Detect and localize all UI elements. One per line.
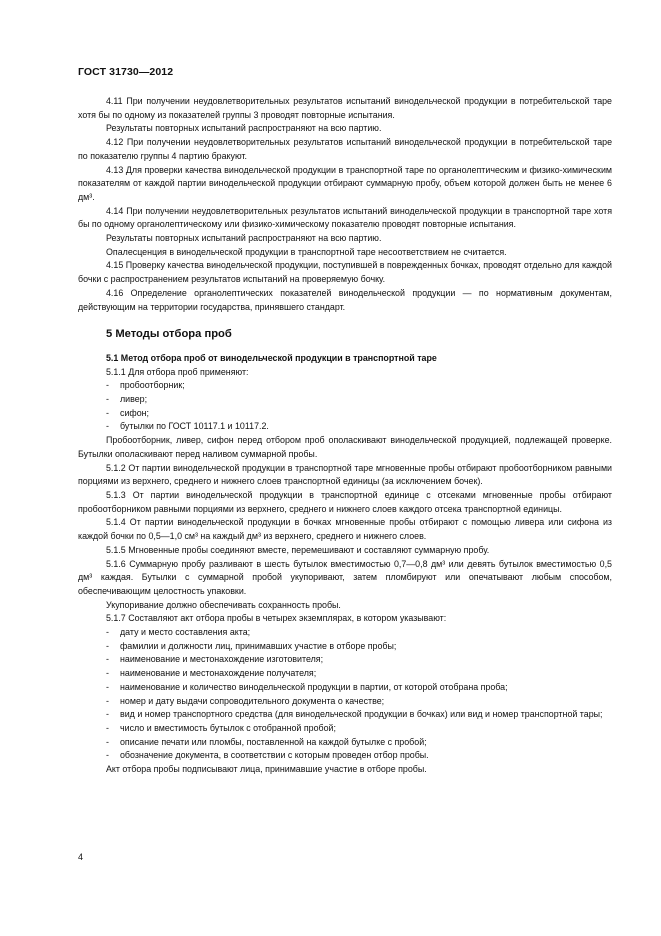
- list-item-text: бутылки по ГОСТ 10117.1 и 10117.2.: [120, 421, 269, 432]
- list-item-text: обозначение документа, в соответствии с которым проведен отбор пробы.: [120, 750, 429, 761]
- paragraph-4-11: 4.11 При получении неудовлетворительных результатов испытаний винодельческой продукции в потребительской таре хотя бы по одному из показателей группы 3 проводят повторные испытания.: [78, 96, 612, 120]
- document-body: [78, 95, 612, 777]
- list-item: - обозначение документа, в соответствии с которым проведен отбор пробы.: [106, 750, 429, 761]
- list-item-text: наименование и местонахождение изготовителя;: [120, 654, 324, 665]
- list-item-text: сифон;: [120, 407, 149, 418]
- subsection-5-1-title: 5.1 Метод отбора проб от винодельческой продукции в транспортной таре: [106, 352, 437, 363]
- paragraph-5-1-6: 5.1.6 Суммарную пробу разливают в шесть бутылок вместимостью 0,7—0,8 дм³ или девять бутылок вместимостью 0,5 дм³ каждая. Бутылки с суммарной пробой укупоривают, затем пломбируют или опечатывают любым способом, обеспечивающим целостность упаковки.: [78, 558, 612, 596]
- paragraph-4-14-note: Результаты повторных испытаний распространяют на всю партию.: [106, 233, 382, 244]
- list-item-text: фамилии и должности лиц, принимавших участие в отборе пробы;: [120, 640, 397, 651]
- section-5-title: 5 Методы отбора проб: [106, 328, 232, 341]
- paragraph-4-13: 4.13 Для проверки качества винодельческой продукции в транспортной таре по органолептическим и физико-химическим показателям от каждой партии винодельческой продукции отбирают суммарную пробу, объем которой должен быть не менее 6 дм³.: [78, 164, 612, 202]
- list-item: - фамилии и должности лиц, принимавших участие в отборе пробы;: [106, 640, 397, 651]
- paragraph-5-1-4: 5.1.4 От партии винодельческой продукции в бочках мгновенные пробы отбирают с помощью ливера или сифона из каждой бочки по 0,5—1,0 см³ на каждый дм³ из верхнего, среднего и нижнего слоев.: [78, 517, 612, 542]
- paragraph-4-15: 4.15 Проверку качества винодельческой продукции, поступившей в поврежденных бочках, проводят отдельно для каждой бочки с распространением результатов испытаний на проверяемую бочку.: [78, 260, 612, 285]
- document-header: ГОСТ 31730—2012: [78, 66, 174, 78]
- list-item: - номер и дату выдачи сопроводительного документа о качестве;: [106, 695, 385, 706]
- list-item: - дату и место составления акта;: [106, 627, 251, 638]
- list-item-text: наименование и местонахождение получателя;: [120, 668, 317, 679]
- paragraph-4-11-note: Результаты повторных испытаний распространяют на всю партию.: [106, 123, 382, 134]
- paragraph-5-1-2: 5.1.2 От партии винодельческой продукции в транспортной таре мгновенные пробы отбирают пробоотборником равными порциями из верхнего, среднего и нижнего слоев транспортной единицы (за исключением бочек).: [78, 462, 612, 487]
- paragraph-seal: Укупоривание должно обеспечивать сохранность пробы.: [106, 599, 341, 610]
- list-item-text: описание печати или пломбы, поставленной на каждой бутылке с пробой;: [120, 736, 427, 747]
- list-item: - бутылки по ГОСТ 10117.1 и 10117.2.: [106, 421, 269, 432]
- paragraph-signature: Акт отбора пробы подписывают лица, принимавшие участие в отборе пробы.: [106, 764, 427, 775]
- paragraph-rinse: Пробоотборник, ливер, сифон перед отбором проб ополаскивают винодельческой продукцией, подлежащей проверке. Бутылки ополаскивают перед наливом суммарной пробы.: [78, 435, 612, 459]
- list-item: - ливер;: [106, 394, 148, 405]
- list-item: - описание печати или пломбы, поставленной на каждой бутылке с пробой;: [106, 736, 427, 747]
- list-item-text: номер и дату выдачи сопроводительного документа о качестве;: [120, 695, 385, 706]
- paragraph-4-14-opalescence: Опалесценция в винодельческой продукции в транспортной таре несоответствием не считается.: [106, 246, 507, 257]
- list-item-text: наименование и количество винодельческой продукции в партии, от которой отобрана проба;: [120, 681, 508, 692]
- paragraph-5-1-1: 5.1.1 Для отбора проб применяют:: [106, 366, 249, 377]
- list-item: - пробоотборник;: [106, 380, 185, 391]
- list-item: - сифон;: [106, 407, 149, 418]
- paragraph-5-1-3: 5.1.3 От партии винодельческой продукции в транспортной единице с отсеками мгновенные пробы отбирают пробоотборником равными порциями из верхнего, среднего и нижнего слоев каждого отсека транспортной единицы.: [78, 489, 612, 514]
- list-item-text: вид и номер транспортного средства (для винодельческой продукции в бочках) или вид и номер транспортной тары;: [120, 709, 603, 720]
- paragraph-4-16: 4.16 Определение органолептических показателей винодельческой продукции — по нормативным документам, действующим на территории государства, принявшего стандарт.: [78, 287, 612, 312]
- list-item: - число и вместимость бутылок с отобранной пробой;: [106, 722, 336, 733]
- list-item-text: пробоотборник;: [120, 380, 185, 391]
- list-item-wrapped: - вид и номер транспортного средства (для винодельческой продукции в бочках) или вид и номер транспортной тары;: [106, 709, 603, 720]
- page-number: 4: [78, 852, 84, 862]
- paragraph-4-12: 4.12 При получении неудовлетворительных результатов испытаний винодельческой продукции в потребительской таре по показателю группы 4 партию бракуют.: [78, 137, 612, 161]
- list-item: - наименование и местонахождение изготовителя;: [106, 654, 324, 665]
- list-item: - наименование и количество винодельческой продукции в партии, от которой отобрана проба;: [106, 681, 508, 692]
- paragraph-5-1-5: 5.1.5 Мгновенные пробы соединяют вместе, перемешивают и составляют суммарную пробу.: [106, 544, 490, 555]
- list-item-text: дату и место составления акта;: [120, 627, 251, 638]
- list-item-text: ливер;: [120, 394, 148, 405]
- paragraph-5-1-7: 5.1.7 Составляют акт отбора пробы в четырех экземплярах, в котором указывают:: [106, 613, 447, 624]
- list-item: - наименование и местонахождение получателя;: [106, 668, 317, 679]
- paragraph-4-14: 4.14 При получении неудовлетворительных результатов испытаний винодельческой продукции в транспортной таре хотя бы по одному органолептическому или физико-химическому показателю проводят повторные испытания.: [78, 205, 612, 230]
- list-item-text: число и вместимость бутылок с отобранной пробой;: [120, 722, 336, 733]
